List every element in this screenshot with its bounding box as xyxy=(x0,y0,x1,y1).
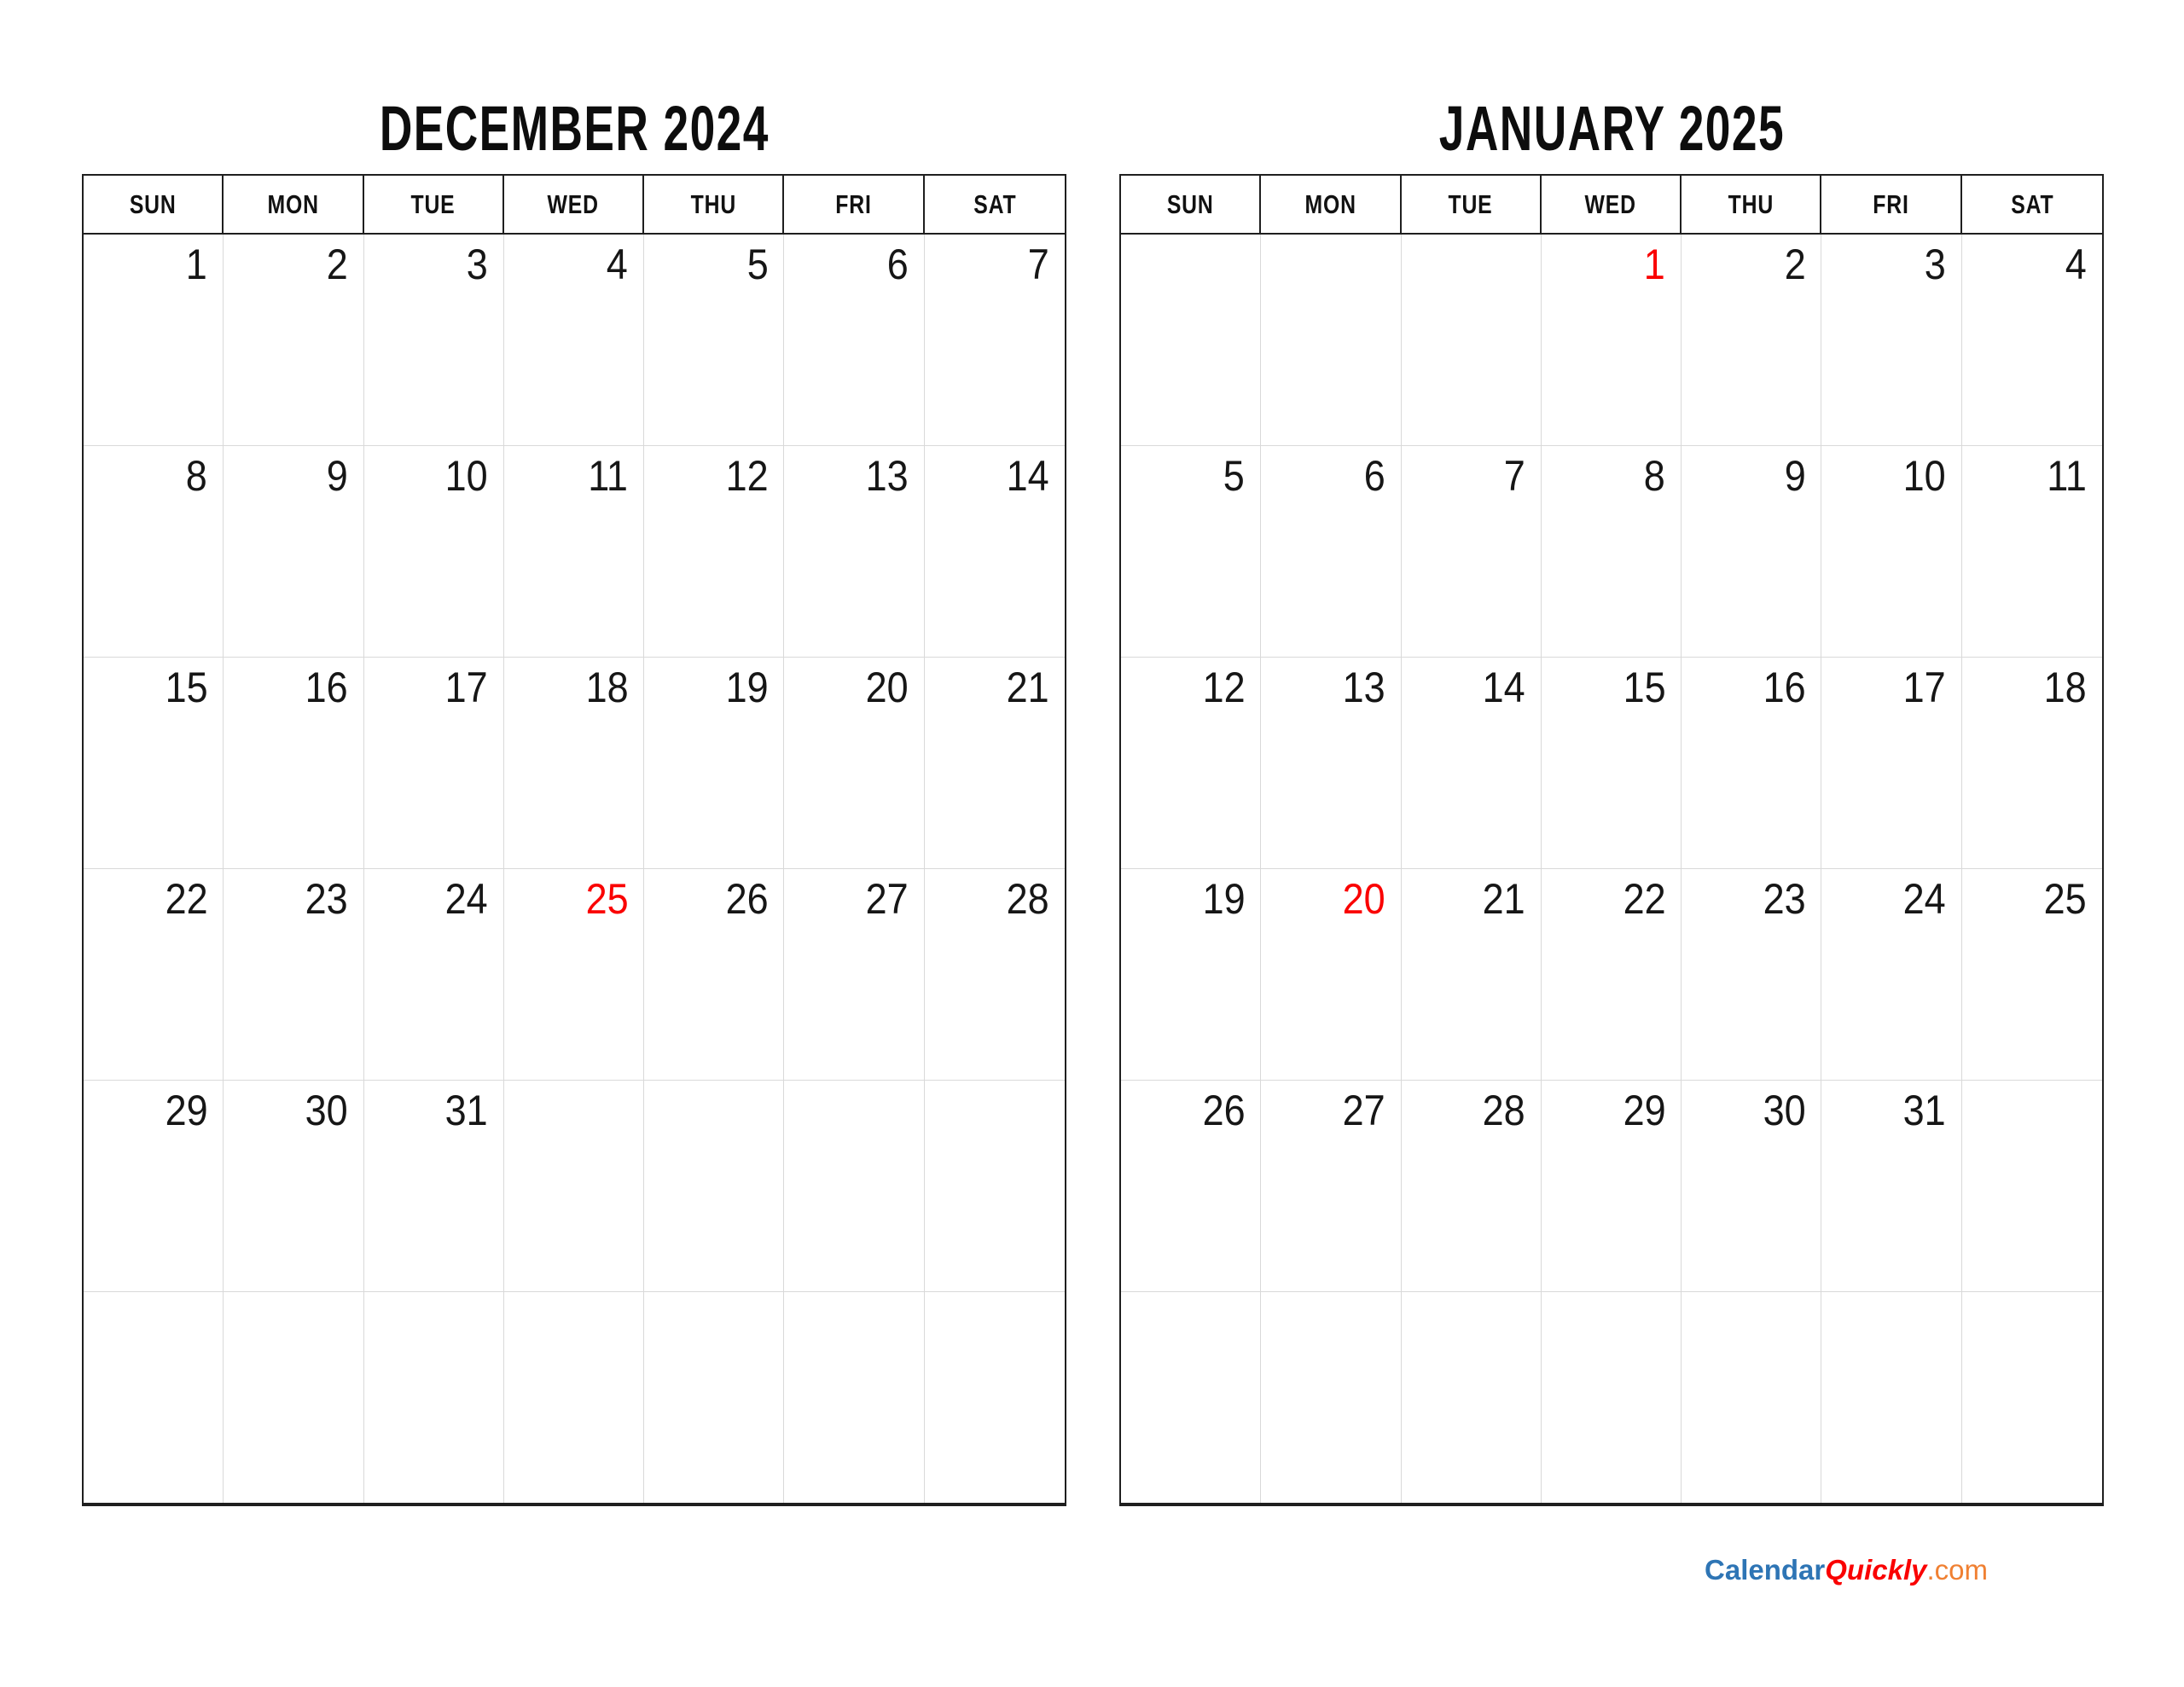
day-number: 9 xyxy=(1784,452,1806,500)
day-number: 12 xyxy=(1202,664,1246,711)
day-cell xyxy=(224,1081,363,1291)
day-cell xyxy=(784,446,924,657)
day-number: 23 xyxy=(1763,875,1806,923)
weekday-header-cell xyxy=(1962,176,2102,233)
weekday-header-cell xyxy=(1121,176,1261,233)
day-number: 14 xyxy=(1482,664,1525,711)
day-cell xyxy=(1542,235,1682,445)
day-number: 10 xyxy=(1902,452,1946,500)
week-row xyxy=(1121,445,2102,657)
day-cell xyxy=(925,446,1065,657)
weekday-label: FRI xyxy=(1873,188,1909,219)
day-number: 4 xyxy=(2065,241,2087,288)
day-cell xyxy=(1821,1292,1961,1503)
day-number: 14 xyxy=(1006,452,1049,500)
day-cell xyxy=(1261,1292,1401,1503)
day-cell xyxy=(1962,1081,2102,1291)
day-cell xyxy=(1962,446,2102,657)
weekday-header-cell xyxy=(784,176,924,233)
day-number: 11 xyxy=(588,452,629,500)
day-cell xyxy=(1121,1292,1261,1503)
day-number: 4 xyxy=(607,241,629,288)
day-cell xyxy=(644,1081,784,1291)
weekday-label: THU xyxy=(1728,188,1774,219)
day-cell xyxy=(644,1292,784,1503)
day-cell xyxy=(84,1081,224,1291)
day-cell xyxy=(1121,658,1261,868)
day-number: 27 xyxy=(865,875,909,923)
weekday-header-cell xyxy=(364,176,504,233)
day-number: 31 xyxy=(444,1087,488,1134)
day-cell xyxy=(1261,235,1401,445)
day-cell xyxy=(784,869,924,1080)
day-cell xyxy=(1402,1081,1542,1291)
weekday-header-cell xyxy=(1682,176,1821,233)
weekday-header-cell xyxy=(504,176,644,233)
day-cell xyxy=(1402,869,1542,1080)
week-row xyxy=(84,868,1065,1080)
day-cell xyxy=(224,1292,363,1503)
week-row xyxy=(84,1080,1065,1291)
weekday-header-cell xyxy=(224,176,363,233)
day-cell xyxy=(644,658,784,868)
day-cell xyxy=(504,658,644,868)
day-cell xyxy=(224,235,363,445)
day-number: 6 xyxy=(886,241,909,288)
day-cell xyxy=(925,235,1065,445)
day-number: 10 xyxy=(444,452,488,500)
day-number: 17 xyxy=(444,664,488,711)
day-cell xyxy=(1121,869,1261,1080)
day-cell xyxy=(84,446,224,657)
calendar-body xyxy=(84,235,1065,1503)
day-number: 30 xyxy=(1763,1087,1806,1134)
weekday-label: WED xyxy=(547,188,600,219)
day-cell xyxy=(1542,1081,1682,1291)
day-cell xyxy=(1821,658,1961,868)
day-cell xyxy=(1821,869,1961,1080)
weekday-header-cell xyxy=(1261,176,1401,233)
day-number: 12 xyxy=(725,452,769,500)
day-number: 18 xyxy=(585,664,629,711)
day-cell xyxy=(224,446,363,657)
day-number: 23 xyxy=(305,875,348,923)
day-cell xyxy=(784,1292,924,1503)
weekday-header-row xyxy=(1121,176,2102,235)
day-cell xyxy=(1121,235,1261,445)
calendar-grid xyxy=(1119,174,2104,1506)
day-number: 9 xyxy=(326,452,348,500)
week-row xyxy=(1121,235,2102,445)
day-cell xyxy=(504,235,644,445)
day-number: 29 xyxy=(1623,1087,1666,1134)
day-number-holiday: 20 xyxy=(1342,875,1385,923)
day-cell xyxy=(84,869,224,1080)
calendar-body xyxy=(1121,235,2102,1503)
day-cell xyxy=(644,446,784,657)
day-cell xyxy=(925,869,1065,1080)
week-row xyxy=(84,657,1065,868)
day-cell xyxy=(1682,235,1821,445)
calendar-grid xyxy=(82,174,1066,1506)
day-cell xyxy=(1261,1081,1401,1291)
day-number: 11 xyxy=(2047,452,2087,500)
day-cell xyxy=(1962,869,2102,1080)
day-number: 27 xyxy=(1342,1087,1385,1134)
day-cell xyxy=(224,658,363,868)
weekday-label: SUN xyxy=(1166,188,1214,219)
day-cell xyxy=(1542,658,1682,868)
day-cell xyxy=(1962,235,2102,445)
weekday-header-cell xyxy=(1402,176,1542,233)
day-cell xyxy=(1962,658,2102,868)
day-cell xyxy=(1682,446,1821,657)
week-row xyxy=(1121,657,2102,868)
weekday-header-cell xyxy=(925,176,1065,233)
day-number: 15 xyxy=(1623,664,1666,711)
day-number: 25 xyxy=(2043,875,2087,923)
day-number: 15 xyxy=(165,664,208,711)
day-cell xyxy=(1542,446,1682,657)
day-number: 20 xyxy=(865,664,909,711)
day-cell xyxy=(504,869,644,1080)
month-january-2025 xyxy=(1119,49,2104,1506)
day-number: 8 xyxy=(1644,452,1666,500)
weekday-header-cell xyxy=(84,176,224,233)
day-cell xyxy=(925,658,1065,868)
day-cell xyxy=(504,1081,644,1291)
day-number: 28 xyxy=(1482,1087,1525,1134)
week-row xyxy=(1121,868,2102,1080)
day-cell xyxy=(925,1292,1065,1503)
weekday-header-cell xyxy=(1542,176,1682,233)
weekday-header-cell xyxy=(1821,176,1961,233)
week-row xyxy=(1121,1291,2102,1503)
day-cell xyxy=(84,658,224,868)
day-number: 31 xyxy=(1902,1087,1946,1134)
day-cell xyxy=(224,869,363,1080)
day-number: 19 xyxy=(1202,875,1246,923)
day-number: 2 xyxy=(1784,241,1806,288)
day-number: 24 xyxy=(1902,875,1946,923)
day-cell xyxy=(364,1292,504,1503)
weekday-label: WED xyxy=(1584,188,1637,219)
day-cell xyxy=(364,446,504,657)
brand-domain-text: .com xyxy=(1926,1554,1988,1586)
day-cell xyxy=(1821,446,1961,657)
week-row xyxy=(84,1291,1065,1503)
day-cell xyxy=(504,1292,644,1503)
day-number: 7 xyxy=(1503,452,1525,500)
day-cell xyxy=(784,235,924,445)
day-number: 26 xyxy=(1202,1087,1246,1134)
weekday-label: SUN xyxy=(129,188,177,219)
day-number: 3 xyxy=(1924,241,1946,288)
weekday-label: FRI xyxy=(835,188,872,219)
day-number: 7 xyxy=(1027,241,1049,288)
day-number: 18 xyxy=(2043,664,2087,711)
day-cell xyxy=(1402,1292,1542,1503)
day-number: 5 xyxy=(746,241,769,288)
weekday-label: TUE xyxy=(1448,188,1493,219)
weekday-label: TUE xyxy=(410,188,456,219)
weekday-label: THU xyxy=(690,188,736,219)
day-cell xyxy=(1121,1081,1261,1291)
day-number: 22 xyxy=(1623,875,1666,923)
day-number: 2 xyxy=(326,241,348,288)
month-title: DECEMBER 2024 xyxy=(379,93,770,164)
brand-quickly-text: Quickly xyxy=(1825,1554,1927,1586)
day-cell xyxy=(925,1081,1065,1291)
day-number: 6 xyxy=(1363,452,1385,500)
day-cell xyxy=(1682,1292,1821,1503)
day-number: 26 xyxy=(725,875,769,923)
weekday-header-row xyxy=(84,176,1065,235)
week-row xyxy=(84,235,1065,445)
day-number: 21 xyxy=(1006,664,1049,711)
day-cell xyxy=(364,658,504,868)
day-number: 3 xyxy=(466,241,488,288)
day-number: 5 xyxy=(1223,452,1246,500)
day-number: 24 xyxy=(444,875,488,923)
day-number: 17 xyxy=(1902,664,1946,711)
day-number-holiday: 1 xyxy=(1644,241,1666,288)
weekday-label: SAT xyxy=(973,188,1016,219)
week-row xyxy=(1121,1080,2102,1291)
month-title-wrap xyxy=(1119,49,2104,174)
day-cell xyxy=(784,658,924,868)
day-cell xyxy=(784,1081,924,1291)
month-title: JANUARY 2025 xyxy=(1438,93,1785,164)
day-number: 30 xyxy=(305,1087,348,1134)
day-cell xyxy=(1402,446,1542,657)
day-number: 8 xyxy=(186,452,208,500)
calendarquickly-logo-link[interactable] xyxy=(1705,1556,1988,1584)
brand-calendar-text: Calendar xyxy=(1705,1554,1826,1586)
day-cell xyxy=(1261,658,1401,868)
day-number: 1 xyxy=(186,241,208,288)
weekday-header-cell xyxy=(644,176,784,233)
day-number: 28 xyxy=(1006,875,1049,923)
day-number: 19 xyxy=(725,664,769,711)
day-cell xyxy=(1121,446,1261,657)
day-cell xyxy=(504,446,644,657)
day-cell xyxy=(84,235,224,445)
day-cell xyxy=(364,235,504,445)
day-number: 16 xyxy=(305,664,348,711)
day-cell xyxy=(1682,1081,1821,1291)
weekday-label: SAT xyxy=(2010,188,2053,219)
day-cell xyxy=(644,869,784,1080)
day-cell xyxy=(1682,869,1821,1080)
day-number: 13 xyxy=(1342,664,1385,711)
day-cell xyxy=(1261,869,1401,1080)
day-cell xyxy=(1542,869,1682,1080)
day-cell xyxy=(1962,1292,2102,1503)
day-cell xyxy=(644,235,784,445)
day-cell xyxy=(1821,1081,1961,1291)
day-number: 16 xyxy=(1763,664,1806,711)
weekday-label: MON xyxy=(1304,188,1356,219)
day-cell xyxy=(1682,658,1821,868)
day-cell xyxy=(1261,446,1401,657)
day-cell xyxy=(1402,235,1542,445)
day-cell xyxy=(364,1081,504,1291)
day-cell xyxy=(1821,235,1961,445)
day-number: 21 xyxy=(1482,875,1525,923)
day-number-holiday: 25 xyxy=(585,875,629,923)
day-cell xyxy=(1402,658,1542,868)
week-row xyxy=(84,445,1065,657)
day-number: 22 xyxy=(165,875,208,923)
month-title-wrap xyxy=(82,49,1066,174)
weekday-label: MON xyxy=(267,188,319,219)
month-december-2024 xyxy=(82,49,1066,1506)
day-number: 29 xyxy=(165,1087,208,1134)
day-number: 13 xyxy=(865,452,909,500)
day-cell xyxy=(84,1292,224,1503)
day-cell xyxy=(364,869,504,1080)
day-cell xyxy=(1542,1292,1682,1503)
